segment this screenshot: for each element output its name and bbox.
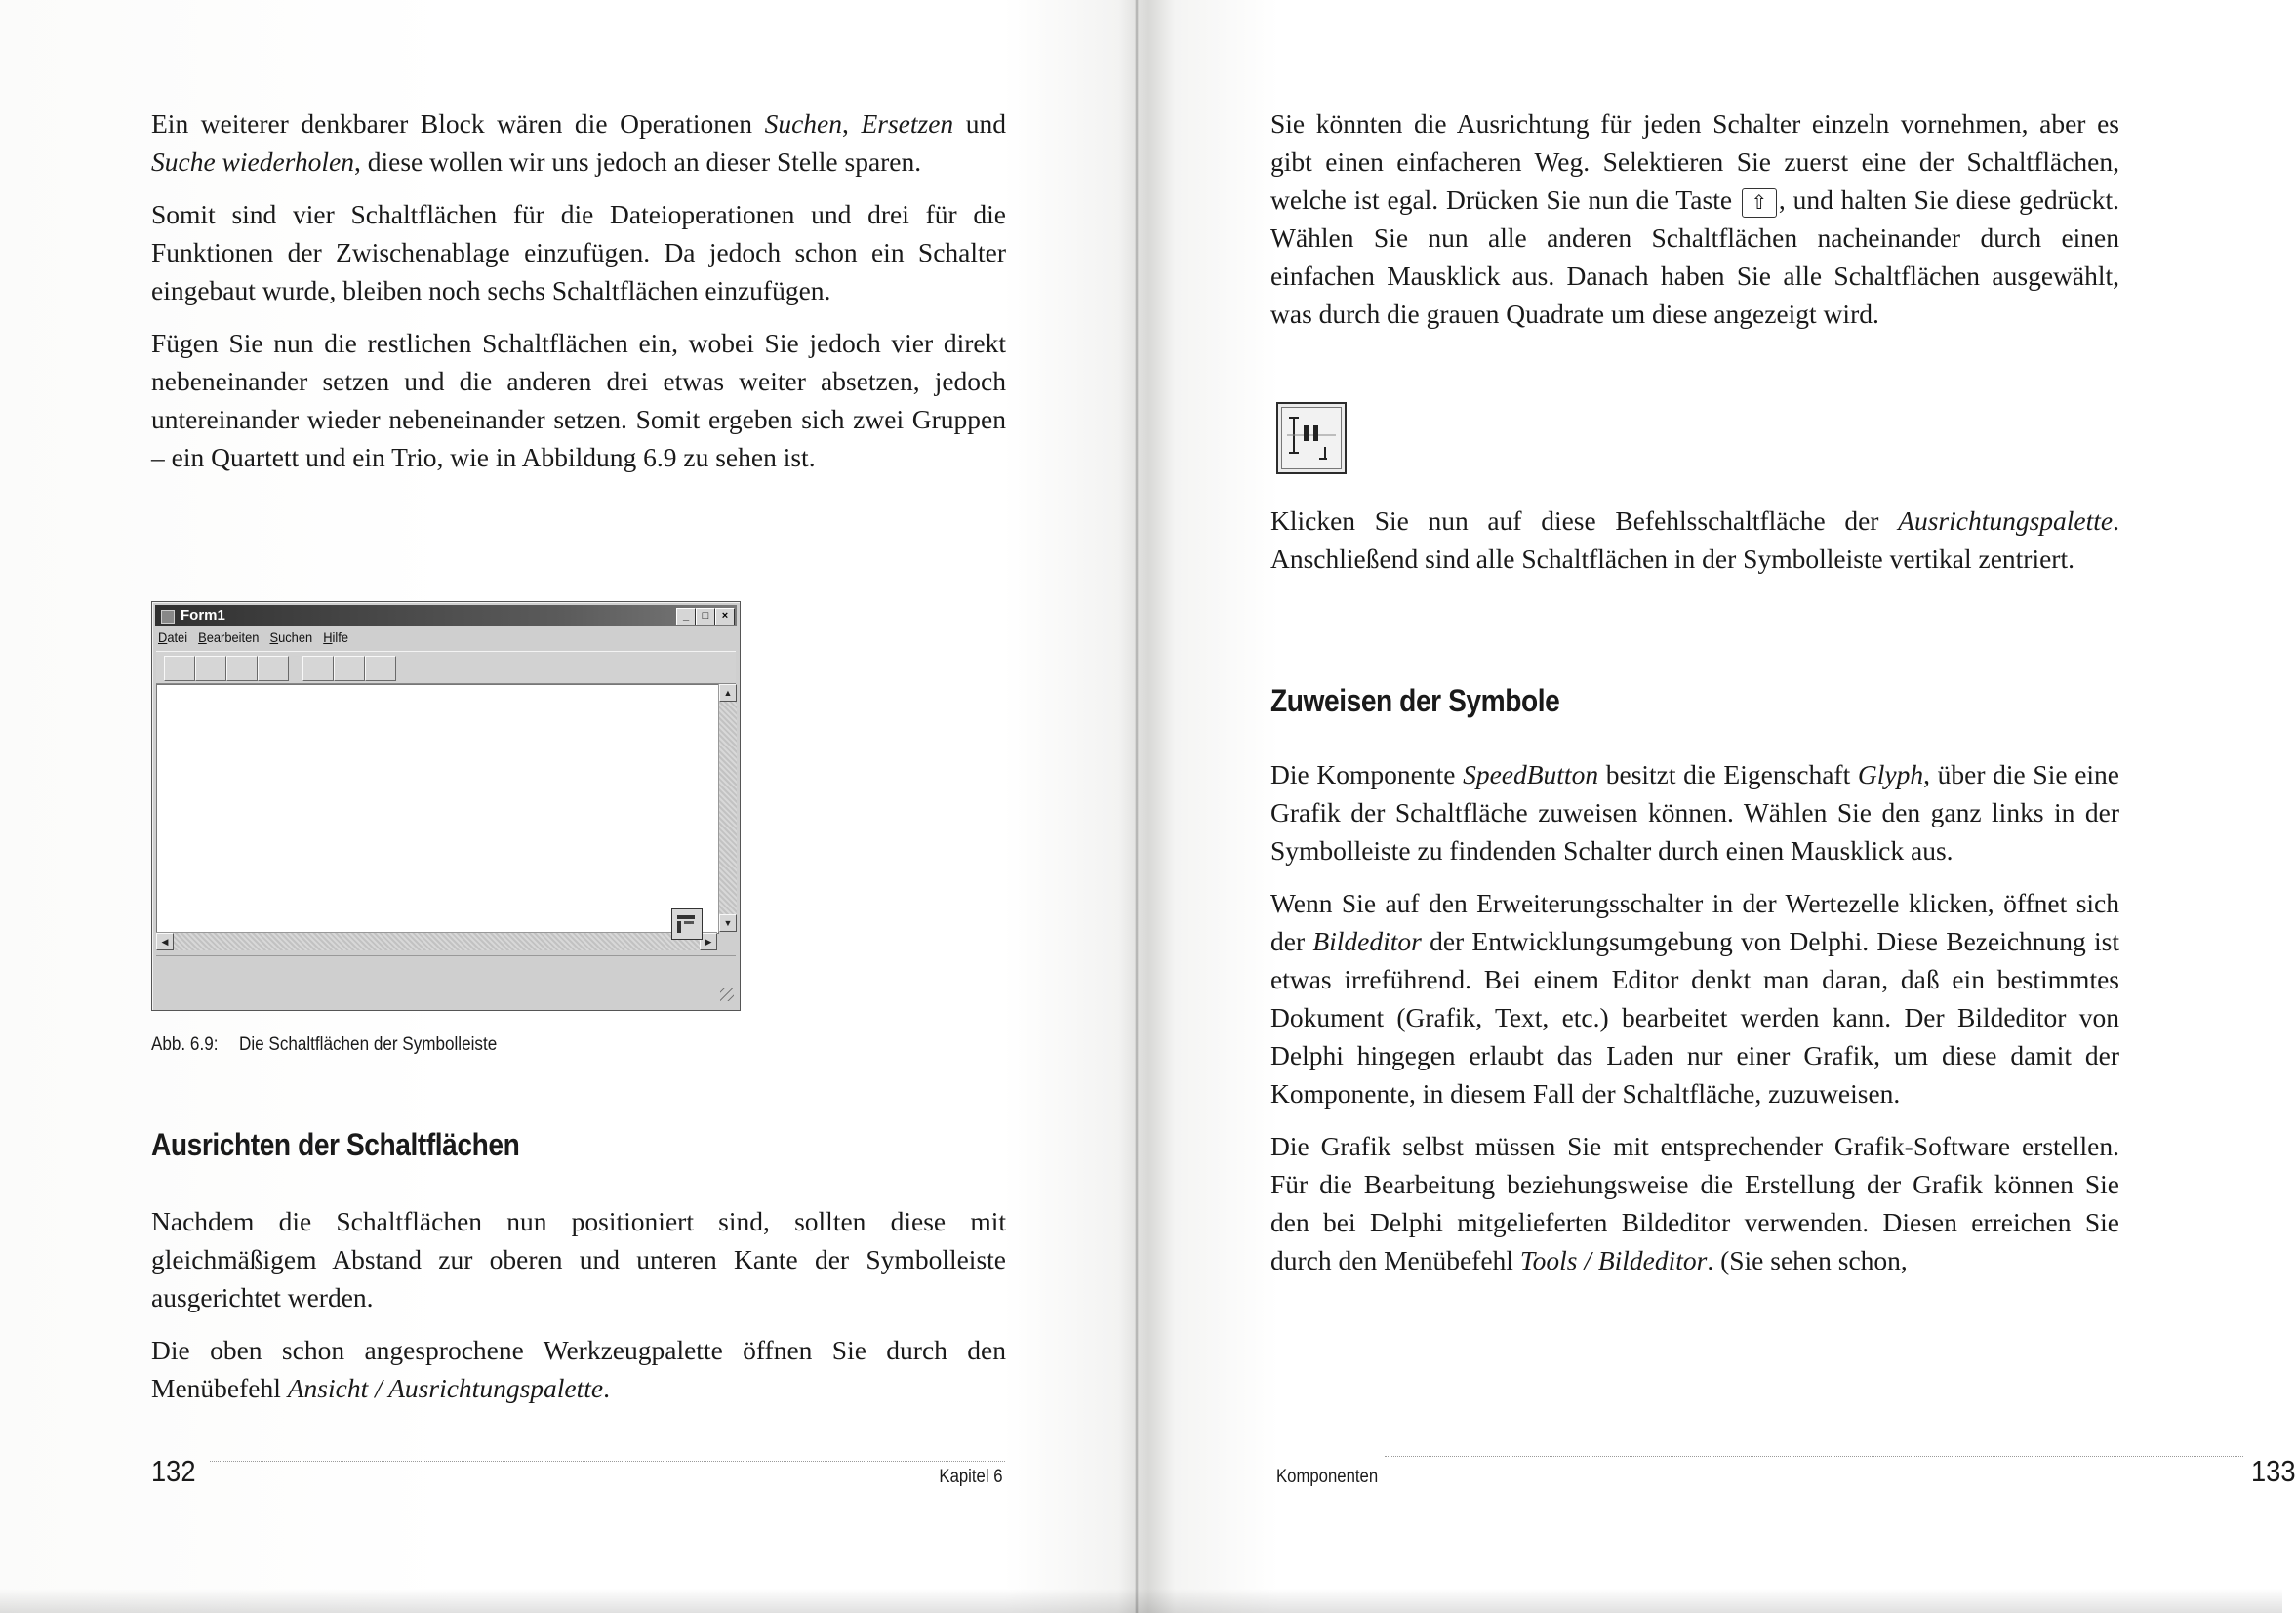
left-body-top <box>151 104 1006 491</box>
caption-text: Die Schaltflächen der Symbolleiste <box>239 1034 498 1055</box>
para-text: Sie könnten die Ausrichtung für jeden Schalter einzeln vornehmen, aber es gibt einen einfacheren Weg. Selektieren Sie zuerst eine der Schaltflächen, welche ist egal. Drücken Sie nun die Taste <box>1270 108 2119 215</box>
para-text: Ein weiterer denkbarer Block wären die Operationen <box>151 108 765 139</box>
para-text: . <box>603 1373 610 1403</box>
chapter-label: Komponenten <box>1276 1467 1379 1487</box>
paragraph <box>151 195 1006 309</box>
para-text: Klicken Sie nun auf diese Befehlsschaltfläche der <box>1270 505 1899 536</box>
toolbar-speedbutton <box>302 656 334 681</box>
para-text: Die Grafik selbst müssen Sie mit entsprechender Grafik-Software erstellen. Für die Bearbeitung beziehungsweise die Erstellung der Grafik können Sie den bei Delphi mitgelieferten Bildeditor verwenden. Diesen erreichen Sie durch den Menübefehl <box>1270 1131 2119 1275</box>
italic-term: Ausrichtungspalette <box>1898 505 2114 536</box>
para-text: , diese wollen wir uns jedoch an dieser Stelle sparen. <box>353 146 922 177</box>
italic-term: Suche wiederholen <box>151 146 354 177</box>
right-body-bottom <box>1270 755 2119 1294</box>
toolbar-speedbutton <box>334 656 365 681</box>
resize-grip-icon <box>720 988 734 1001</box>
paragraph <box>151 104 1006 181</box>
para-text: . Anschließend sind alle Schaltflächen in der Symbolleiste vertikal zentriert. <box>1270 505 2119 574</box>
italic-term: Bildeditor <box>1312 926 1422 956</box>
component-icon <box>671 908 703 940</box>
vertical-center-align-icon <box>1276 402 1347 474</box>
footer-rule-right <box>1385 1456 2243 1457</box>
para-text: Fügen Sie nun die restlichen Schaltflächen ein, wobei Sie jedoch vier direkt nebeneinander setzen und die anderen drei etwas weiter absetzen, jedoch untereinander wieder nebeneinander setzen. Somit ergeben sich zwei Gruppen – ein Quartett und ein Trio, wie in Abbildung 6.9 zu sehen ist. <box>151 328 1006 472</box>
para-text: , <box>842 108 862 139</box>
paragraph <box>1270 884 2119 1112</box>
para-text: Wenn Sie auf den Erweiterungsschalter in der Wertezelle klicken, öffnet sich der <box>1270 888 2119 956</box>
left-body-bottom <box>151 1202 1006 1422</box>
page-number-left: 132 <box>151 1454 196 1488</box>
window-toolbar <box>156 651 736 684</box>
menu-hilfe: Hilfe <box>323 629 349 645</box>
menu-datei: Datei <box>158 629 188 645</box>
right-body-palette <box>1270 502 2119 592</box>
menu-suchen: Suchen <box>269 629 313 645</box>
left-page <box>0 0 1135 1613</box>
page-number-right: 133 <box>2251 1454 2296 1488</box>
paragraph <box>151 324 1006 476</box>
toolbar-speedbutton <box>365 656 396 681</box>
right-page <box>1139 0 2296 1613</box>
right-body-top <box>1270 104 2119 347</box>
para-text: . (Sie sehen schon, <box>1707 1245 1908 1275</box>
chapter-label: Kapitel 6 <box>939 1467 1003 1487</box>
toolbar-speedbutton <box>164 656 195 681</box>
minimize-icon: _ <box>676 608 696 625</box>
paragraph-shift-key <box>1270 104 2119 333</box>
section-heading-ausrichten: Ausrichten der Schaltflächen <box>151 1127 520 1162</box>
close-icon: × <box>715 608 735 625</box>
scroll-up-icon: ▲ <box>719 684 737 702</box>
scroll-right-icon: ▶ <box>700 933 717 950</box>
paragraph <box>1270 755 2119 869</box>
italic-term: Tools / Bildeditor <box>1519 1245 1708 1275</box>
para-text: Die oben schon angesprochene Werkzeugpalette öffnen Sie durch den Menübefehl <box>151 1335 1006 1403</box>
italic-term: SpeedButton <box>1463 759 1599 789</box>
paragraph <box>151 1331 1006 1407</box>
maximize-icon: □ <box>696 608 715 625</box>
italic-term: Ersetzen <box>861 108 954 139</box>
para-text: besitzt die Eigenschaft <box>1598 759 1858 789</box>
paragraph <box>151 1202 1006 1316</box>
window-statusbar <box>156 955 736 1003</box>
para-text: der Entwicklungsumgebung von Delphi. Diese Bezeichnung ist etwas irreführend. Bei einem Editor denkt man daran, daß ein bestimmtes Dokument (Grafik, Text, etc.) bearbeitet werden kann. Der Bildeditor von Delphi hingegen erlaubt das Laden nur einer Grafik, um diese damit der Komponente, in diesem Fall der Schaltfläche, zuzuweisen. <box>1270 926 2119 1109</box>
para-text: Somit sind vier Schaltflächen für die Dateioperationen und drei für die Funktionen der Zwischenablage einzufügen. Da jedoch schon ein Schalter eingebaut wurde, bleiben noch sechs Schaltflächen einzufügen. <box>151 199 1006 305</box>
caption-number: Abb. 6.9: <box>151 1034 219 1055</box>
para-text: , und halten Sie diese gedrückt. Wählen Sie nun alle anderen Schaltflächen nacheinander durch einen einfachen Mausklick aus. Danach haben Sie alle Schaltflächen ausgewählt, was durch die grauen Quadrate um diese angezeigt wird. <box>1270 184 2120 329</box>
shift-key-icon: ⇧ <box>1742 188 1777 218</box>
window-titlebar <box>155 605 737 626</box>
figure-caption <box>151 1034 497 1056</box>
vertical-scrollbar <box>718 684 737 932</box>
italic-term: Suchen <box>764 108 843 139</box>
para-text: , über die Sie eine Grafik der Schaltfläche zuweisen können. Wählen Sie den ganz links in der Symbolleiste zu findenden Schalter durch einen Mausklick aus. <box>1270 759 2120 866</box>
app-icon <box>161 610 175 624</box>
window-menubar <box>158 629 348 649</box>
para-text: und <box>953 108 1007 139</box>
toolbar-speedbutton <box>195 656 226 681</box>
paragraph <box>1270 1127 2119 1279</box>
para-text: Nachdem die Schaltflächen nun positioniert sind, sollten diese mit gleichmäßigem Abstand zur oberen und unteren Kante der Symbolleiste ausgerichtet werden. <box>151 1206 1006 1312</box>
window-title: Form1 <box>181 607 225 624</box>
para-text: Die Komponente <box>1270 759 1464 789</box>
scroll-left-icon: ◀ <box>156 933 174 950</box>
menu-bearbeiten: Bearbeiten <box>198 629 260 645</box>
toolbar-speedbutton <box>258 656 289 681</box>
toolbar-speedbutton <box>226 656 258 681</box>
italic-term: Glyph <box>1857 759 1924 789</box>
window-client-area <box>156 684 719 934</box>
footer-rule-left <box>210 1461 1005 1462</box>
scroll-down-icon: ▼ <box>719 914 737 932</box>
section-heading-zuweisen: Zuweisen der Symbole <box>1270 683 1560 718</box>
form1-window-figure <box>151 601 741 1011</box>
horizontal-scrollbar <box>156 932 717 950</box>
paragraph <box>1270 502 2119 578</box>
italic-term: Ansicht / Ausrichtungspalette <box>287 1373 604 1403</box>
